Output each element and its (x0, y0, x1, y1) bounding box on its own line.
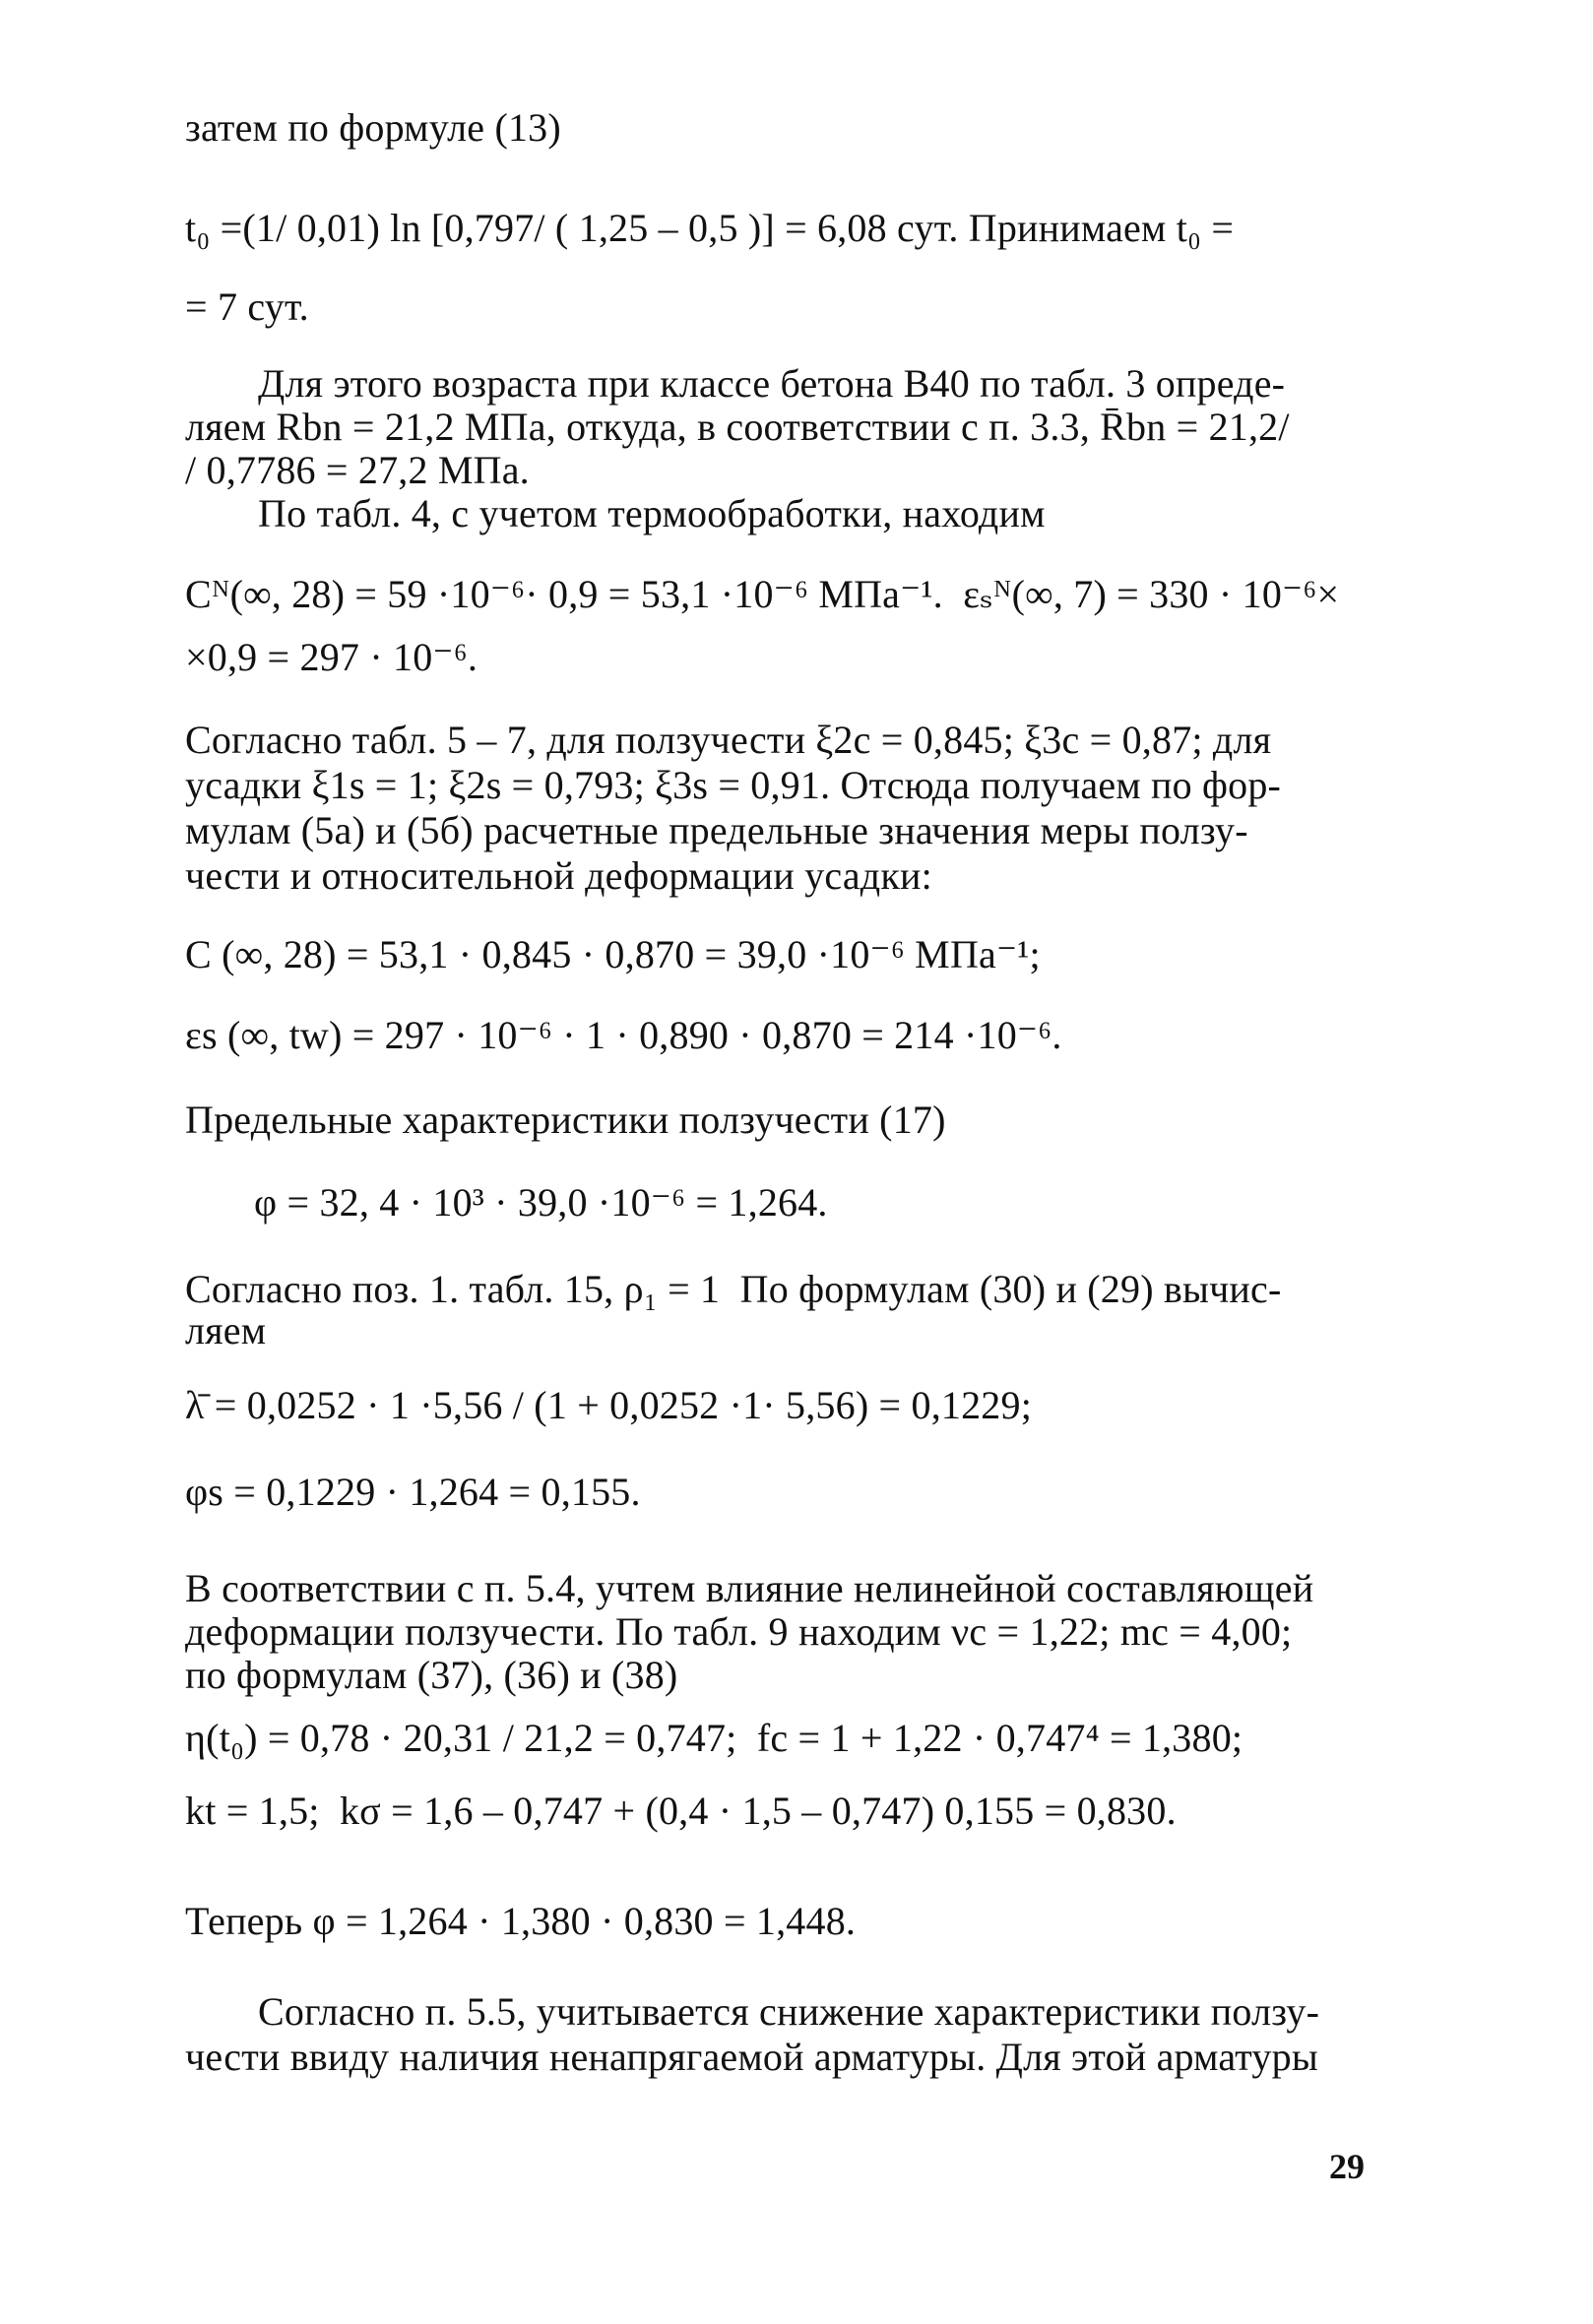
paragraph-line: по формулам (37), (36) и (38) (185, 1653, 678, 1697)
formula-line: ×0,9 = 297 · 10⁻⁶. (185, 635, 478, 679)
paragraph-line: Согласно п. 5.5, учитывается снижение характеристики ползу- (258, 1989, 1320, 2034)
paragraph-line: По табл. 4, с учетом термообработки, находим (258, 491, 1046, 535)
text-line: затем по формуле (13) (185, 105, 561, 150)
formula-line: η(t₀) = 0,78 · 20,31 / 21,2 = 0,747; fc = 1 + 1,22 · 0,747⁴ = 1,380; (185, 1716, 1243, 1760)
paragraph-line: ляем (185, 1308, 267, 1352)
paragraph-line: / 0,7786 = 27,2 МПа. (185, 448, 530, 492)
formula-line: φs = 0,1229 · 1,264 = 0,155. (185, 1470, 641, 1514)
paragraph-line: чести и относительной деформации усадки: (185, 853, 932, 898)
text-line: Теперь φ = 1,264 · 1,380 · 0,830 = 1,448. (185, 1899, 857, 1943)
paragraph-line: деформации ползучести. По табл. 9 находим νc = 1,22; mc = 4,00; (185, 1609, 1293, 1654)
paragraph-line: Согласно табл. 5 – 7, для ползучести ξ2c = 0,845; ξ3c = 0,87; для (185, 718, 1272, 762)
paragraph-line: чести ввиду наличия ненапрягаемой арматуры. Для этой арматуры (185, 2035, 1318, 2079)
paragraph-line: Для этого возраста при классе бетона В40 по табл. 3 опреде- (258, 361, 1286, 406)
paragraph-line: усадки ξ1s = 1; ξ2s = 0,793; ξ3s = 0,91. Отсюда получаем по фор- (185, 763, 1282, 807)
formula-line: = 7 сут. (185, 284, 309, 329)
paragraph-line: ляем Rbn = 21,2 МПа, откуда, в соответствии с п. 3.3, R̄bn = 21,2/ (185, 405, 1290, 449)
formula-line: t₀ =(1/ 0,01) ln [0,797/ ( 1,25 – 0,5 )] = 6,08 сут. Принимаем t₀ = (185, 206, 1235, 250)
formula-line: C (∞, 28) = 53,1 · 0,845 · 0,870 = 39,0 ·10⁻⁶ МПа⁻¹; (185, 932, 1041, 976)
page-number: 29 (1329, 2147, 1365, 2186)
formula-line: kt = 1,5; kσ = 1,6 – 0,747 + (0,4 · 1,5 – 0,747) 0,155 = 0,830. (185, 1789, 1177, 1833)
formula-line: Cᴺ(∞, 28) = 59 ·10⁻⁶· 0,9 = 53,1 ·10⁻⁶ МПа⁻¹. εₛᴺ(∞, 7) = 330 · 10⁻⁶× (185, 572, 1340, 616)
text-line: Предельные характеристики ползучести (17) (185, 1098, 946, 1142)
formula-line: λ̄ = 0,0252 · 1 ·5,56 / (1 + 0,0252 ·1· 5,56) = 0,1229; (185, 1383, 1033, 1427)
paragraph-line: мулам (5а) и (5б) расчетные предельные значения меры ползу- (185, 808, 1248, 852)
paragraph-line: В соответствии с п. 5.4, учтем влияние нелинейной составляющей (185, 1566, 1314, 1610)
formula-line: φ = 32, 4 · 10³ · 39,0 ·10⁻⁶ = 1,264. (254, 1180, 828, 1225)
formula-line: εs (∞, tw) = 297 · 10⁻⁶ · 1 · 0,890 · 0,870 = 214 ·10⁻⁶. (185, 1013, 1062, 1057)
paragraph-line: Согласно поз. 1. табл. 15, ρ₁ = 1 По формулам (30) и (29) вычис- (185, 1267, 1282, 1311)
